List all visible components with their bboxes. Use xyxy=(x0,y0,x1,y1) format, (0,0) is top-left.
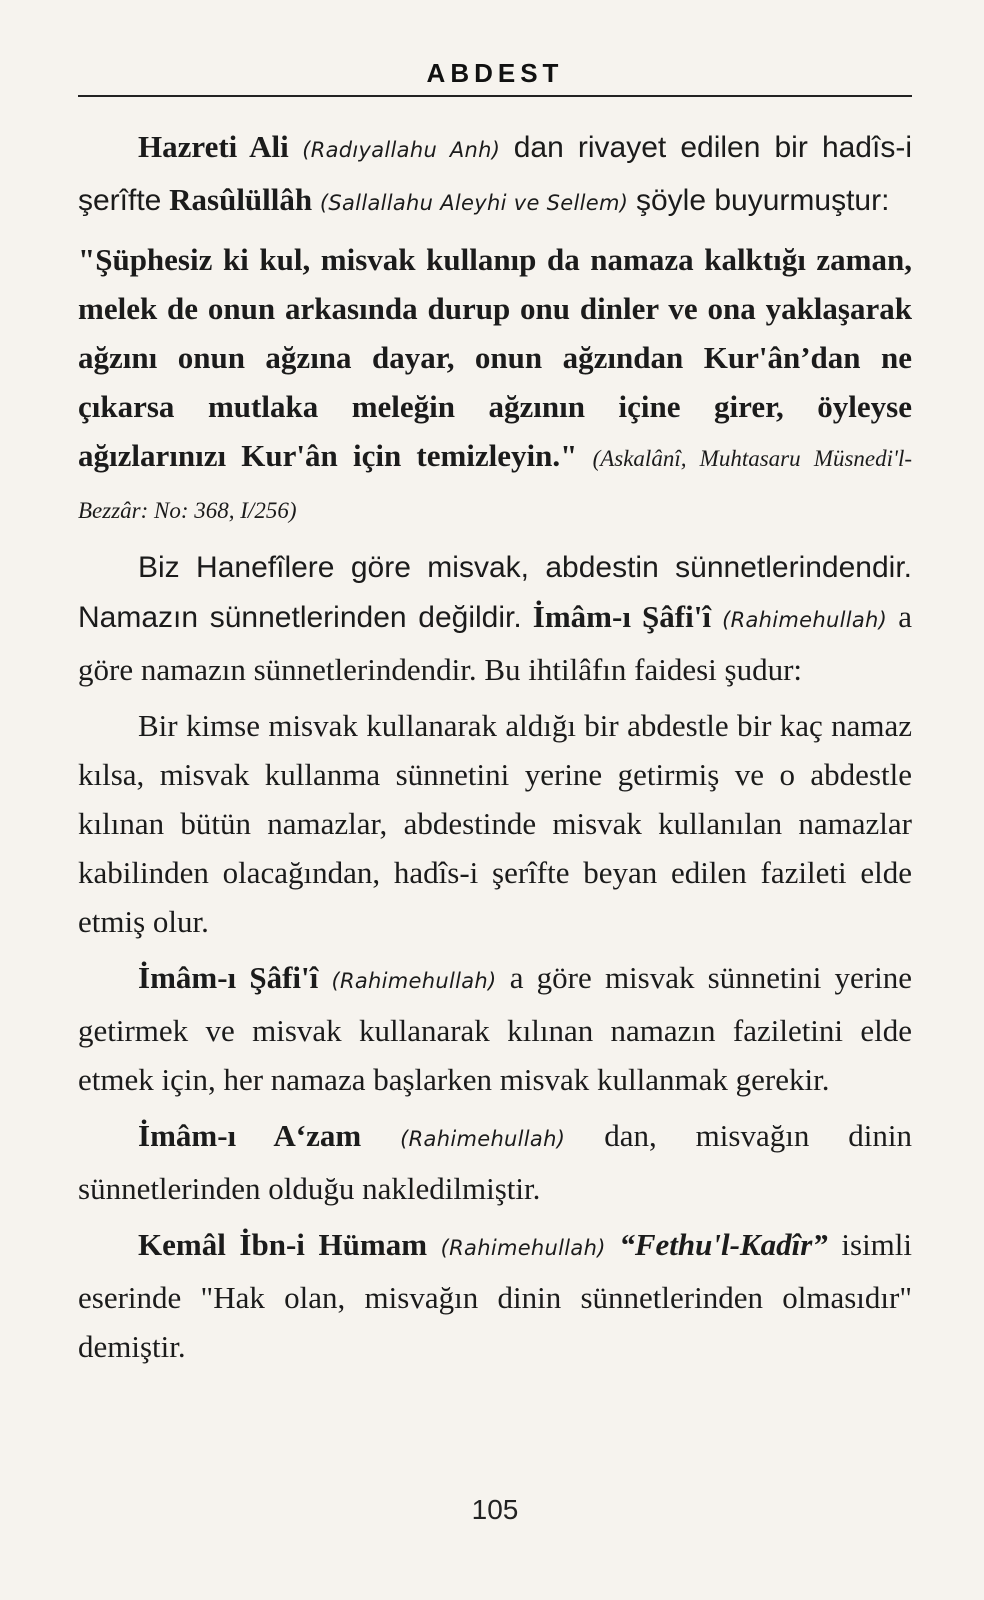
paragraph-hadith xyxy=(78,235,912,535)
paragraph-6-text: dan, misvağın dinin sünnetlerinden olduğu nakledilmiştir. xyxy=(78,1118,913,1206)
honorific-rahimehullah: (Rahimehullah) xyxy=(400,1127,566,1151)
header-rule xyxy=(78,95,912,97)
paragraph-3 xyxy=(78,542,912,694)
paragraph-1 xyxy=(78,122,912,228)
paragraph-4 xyxy=(78,701,912,946)
book-title: “Fethu'l-Kadîr” xyxy=(619,1227,828,1262)
paragraph-5 xyxy=(78,953,912,1104)
honorific-sallallahu: (Sallallahu Aleyhi ve Sellem) xyxy=(319,191,629,215)
paragraph-3-text-a: Biz Hanefîlere göre misvak, abdestin sünnetlerindendir. Namazın sünnetlerinden değildir. xyxy=(78,551,912,634)
paragraph-1-text-a: dan rivayet edilen bir hadîs-i şerîfte xyxy=(78,131,912,217)
running-header: ABDEST xyxy=(426,58,564,88)
paragraph-3-text-b: a göre namazın sünnetlerindendir. Bu ihtilâfın faidesi şudur: xyxy=(78,599,913,687)
name-rasulullah: Rasûlüllâh xyxy=(169,182,313,217)
hadith-citation: (Askalânî, Muhtasaru Müsnedi'l-Bezzâr: No: 368, I/256) xyxy=(78,446,912,523)
honorific-rahimehullah: (Rahimehullah) xyxy=(722,608,888,632)
paragraph-7 xyxy=(78,1220,912,1371)
paragraph-7-text: isimli eserinde "Hak olan, misvağın dinin sünnetlerinden olmasıdır" demiştir. xyxy=(78,1227,913,1364)
page-number: 105 xyxy=(471,1494,519,1525)
paragraph-4-text: Bir kimse misvak kullanarak aldığı bir abdestle bir kaç namaz kılsa, misvak kullanma sünnetini yerine getirmiş ve o abdestle kılınan bütün namazlar, abdestinde misvak kullanılan namazlar kabilinden olacağından, hadîs-i şerîfte beyan edilen fazileti elde etmiş olur. xyxy=(78,708,912,939)
name-hazreti-ali: Hazreti Ali xyxy=(138,129,289,164)
name-kemal-ibn-humam: Kemâl İbn-i Hümam xyxy=(138,1227,428,1262)
honorific-radiyallahu: (Radıyallahu Anh) xyxy=(302,138,501,162)
paragraph-1-text-b: şöyle buyurmuştur: xyxy=(635,184,890,217)
paragraph-5-text: a göre misvak sünnetini yerine getirmek ve misvak kullanarak kılınan namazın faziletini elde etmek için, her namaza başlarken misvak kullanmak gerekir. xyxy=(78,960,912,1097)
name-imam-azam: İmâm-ı A‘zam xyxy=(138,1118,362,1153)
name-imam-safii: İmâm-ı Şâfi'î xyxy=(138,960,319,995)
paragraph-6 xyxy=(78,1111,912,1213)
page-body xyxy=(78,122,912,1378)
hadith-quote: "Şüphesiz ki kul, misvak kullanıp da namaza kalktığı zaman, melek de onun arkasında durup onu dinler ve ona yaklaşarak ağzını onun ağzına dayar, onun ağzından Kur'ân’dan ne çıkarsa mutlaka meleğin ağzının içine girer, öyleyse ağızlarınızı Kur'ân için temizleyin." xyxy=(78,242,912,473)
honorific-rahimehullah: (Rahimehullah) xyxy=(331,969,497,993)
name-imam-safii: İmâm-ı Şâfi'î xyxy=(532,599,711,634)
honorific-rahimehullah: (Rahimehullah) xyxy=(440,1236,606,1260)
